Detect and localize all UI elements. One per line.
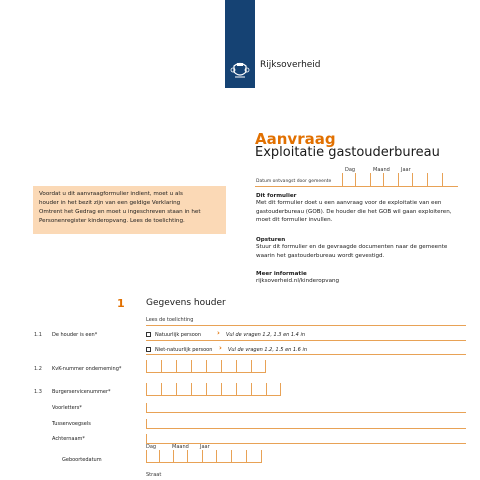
date-month-label: Maand [373,167,390,173]
achternaam-input[interactable] [146,434,466,444]
birth-month-label: Maand [172,444,189,450]
date-received-field[interactable] [342,173,458,187]
section-divider [146,325,466,326]
block-title: Dit formulier [256,193,297,199]
q11-number: 1.1 [34,332,42,338]
section-hint: Lees de toelichting [146,317,194,323]
crest-icon [229,58,251,80]
info-line: houder in het bezit zijn van een geldige Verklaring [39,200,181,206]
q13-number: 1.3 [34,389,42,395]
option-natuurlijk-label: Natuurlijk persoon [155,332,202,338]
achternaam-label: Achternaam* [52,436,85,442]
voorletters-label: Voorletters* [52,405,82,411]
page-subtitle: Exploitatie gastouderbureau [255,145,440,160]
info-link[interactable]: rijksoverheid.nl/kinderopvang [256,278,340,284]
bsn-input[interactable] [146,383,281,396]
info-box [33,186,226,234]
block-line: Met dit formulier doet u een aanvraag voor de exploitatie van een [256,200,442,206]
q11-line [146,340,466,341]
q11-label: De houder is een* [52,332,98,338]
block-line: Stuur dit formulier en de gevraagde documenten naar de gemeente [256,244,448,250]
geboortedatum-label: Geboortedatum [62,457,102,463]
q12-label: KvK-nummer onderneming* [52,366,122,372]
block-title: Meer informatie [256,271,307,277]
birth-day-label: Dag [146,444,157,450]
section-number: 1 [117,297,125,310]
info-line: Omtrent het Gedrag en moet u ingeschreven staan in het [39,209,201,215]
checkbox-natuurlijk-persoon[interactable] [146,332,151,337]
logo-name: Rijksoverheid [260,60,321,70]
arrow-right-icon: › [219,344,222,352]
tussenvoegsels-label: Tussenvoegsels [52,421,91,427]
checkbox-niet-natuurlijk-persoon[interactable] [146,347,151,352]
section-title: Gegevens houder [146,298,226,308]
voorletters-input[interactable] [146,403,466,413]
birthdate-input[interactable] [146,450,262,463]
q13-label: Burgerservicenummer* [52,389,111,395]
q12-number: 1.2 [34,366,42,372]
birth-year-label: Jaar [200,444,210,450]
date-year-label: Jaar [401,167,411,173]
block-meer-informatie [256,271,471,286]
block-dit-formulier [256,193,471,225]
option-natuurlijk-note: Vul de vragen 1.2, 1.3 en 1.4 in [226,332,306,338]
arrow-right-icon: › [217,329,220,337]
q11-line [146,354,466,355]
date-day-label: Dag [345,167,356,173]
block-title: Opsturen [256,237,286,243]
straat-label: Straat [146,472,162,478]
tussenvoegsels-input[interactable] [146,419,466,429]
info-line: Personenregister kinderopvang. Lees de toelichting. [39,218,185,224]
option-niet-natuurlijk-label: Niet-natuurlijk persoon [155,347,213,353]
date-received-label: Datum ontvangst door gemeente [256,179,332,184]
block-line: gastouderbureau (GOB). De houder die het GOB wil gaan exploiteren, [256,208,452,215]
page-title: Aanvraag [255,130,336,148]
block-line: waarin het gastouderbureau wordt gevestigd. [256,252,385,259]
info-line: Voordat u dit aanvraagformulier indient, moet u als [39,191,183,197]
date-received-underline [255,186,458,187]
block-line: moet dit formulier invullen. [256,217,333,223]
kvk-input[interactable] [146,360,266,373]
block-opsturen [256,237,471,260]
option-niet-natuurlijk-note: Vul de vragen 1.2, 1.5 en 1.6 in [228,347,308,353]
